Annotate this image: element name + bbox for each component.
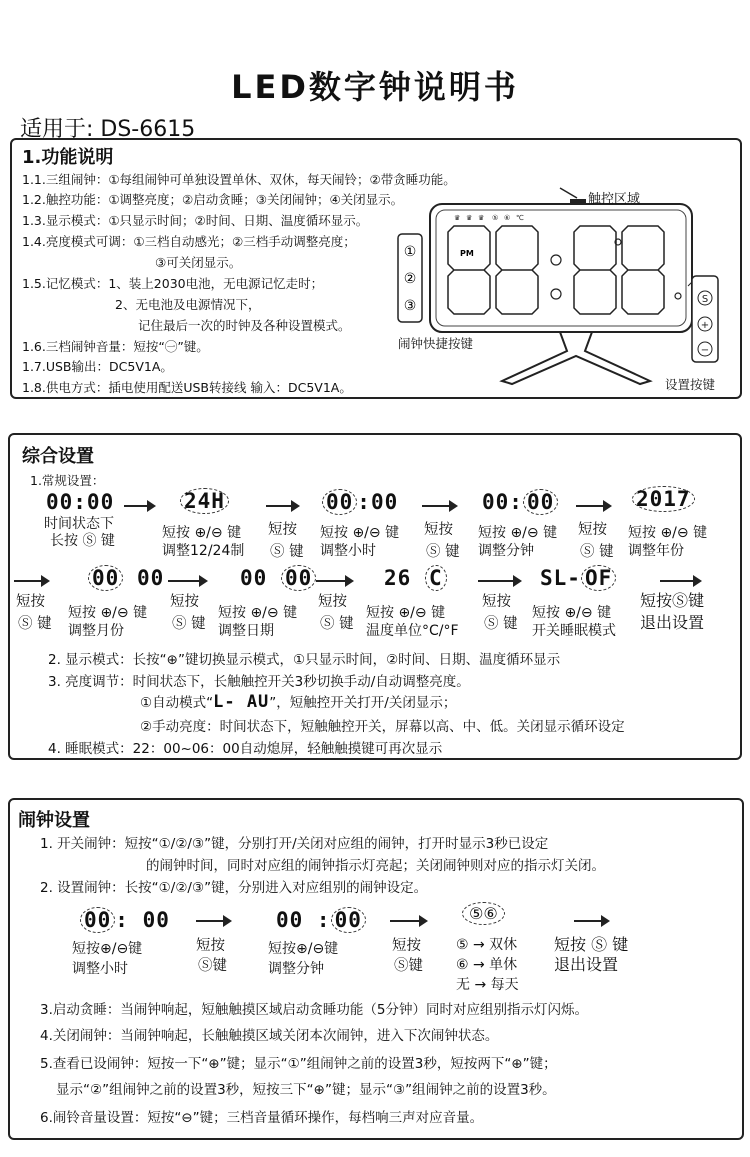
alarm-key-2: ② xyxy=(403,271,417,287)
display-hour xyxy=(322,490,398,514)
blink-part: 00 xyxy=(281,565,316,591)
note: 短按 xyxy=(318,594,347,610)
blink-part: 00 xyxy=(88,565,123,591)
setting-key-minus: − xyxy=(700,345,710,356)
alarm-keys-label: 闹钟快捷按键 xyxy=(398,336,474,351)
note: 短按 ⊕/⊖ 键 xyxy=(366,605,446,621)
func-line: 1.2.触控功能：①调整亮度；②启动贪睡；③关闭闹钟；④关闭显示。 xyxy=(22,192,404,207)
alarm-indicator: ♛ xyxy=(454,214,461,222)
alarm-line5b: 显示“②”组闹钟之前的设置3秒，短按三下“⊕”键；显示“③”组闹钟之前的设置3秒。 xyxy=(56,1082,556,1098)
note: 调整分钟 xyxy=(268,961,324,977)
arrow-icon xyxy=(390,920,426,922)
note: 短按 xyxy=(196,938,225,954)
note: Ⓢ 键 xyxy=(484,616,518,632)
note: 短按 xyxy=(392,938,421,954)
setting-key-s: S xyxy=(701,294,709,305)
func-line: 1.1.三组闹钟：①每组闹钟可单独设置单休、双休，每天闹铃；②带贪睡功能。 xyxy=(22,172,456,187)
display-month xyxy=(88,566,164,590)
func-line: 1.3.显示模式：①只显示时间；②时间、日期、温度循环显示。 xyxy=(22,213,369,228)
general-heading: 综合设置 xyxy=(22,446,94,467)
pm-indicator: PM xyxy=(460,249,474,258)
func-line: ③可关闭显示。 xyxy=(155,255,242,270)
note: 短按 xyxy=(578,522,607,538)
touch-area xyxy=(570,199,586,205)
note: 短按 ⊕/⊖ 键 xyxy=(628,525,708,541)
touch-area-label: 触控区域 xyxy=(588,192,641,207)
note: 短按 ⊕/⊖ 键 xyxy=(532,605,612,621)
setting-keys-label: 设置按键 xyxy=(665,377,716,392)
display-minute xyxy=(482,490,558,514)
note: 短按 ⊕/⊖ 键 xyxy=(68,605,148,621)
static-part: 00 xyxy=(240,566,281,590)
display-time: 00:00 xyxy=(46,490,115,514)
func-line: 1.6.三档闹钟音量：短按“㊀”键。 xyxy=(22,339,209,354)
note: 调整年份 xyxy=(628,543,684,559)
note: 调整小时 xyxy=(72,961,128,977)
arrow-icon xyxy=(478,580,520,582)
alarm-heading: 闹钟设置 xyxy=(18,810,90,831)
general-line3b: ②手动亮度：时间状态下，短触触控开关，屏幕以高、中、低。关闭显示循环设定 xyxy=(140,719,625,735)
alarm-line6: 6.闹铃音量设置：短按“⊖”键；三档音量循环操作，每档响三声对应音量。 xyxy=(40,1110,484,1126)
arrow-icon xyxy=(422,505,456,507)
function-heading: 1.功能说明 xyxy=(22,147,114,168)
func-line: 1.5.记忆模式：1、装上2030电池，无电源记忆走时； xyxy=(22,276,324,291)
alarm-display-minute xyxy=(276,908,366,932)
arrow-icon xyxy=(266,505,298,507)
display-year: 2017 xyxy=(632,486,695,512)
alarm-indicator: ⑤ xyxy=(492,214,499,222)
blink-part: 00 xyxy=(523,489,558,515)
alarm-display-hour xyxy=(80,908,170,932)
alarm-key-1: ① xyxy=(403,244,417,260)
display-temp xyxy=(384,566,447,590)
display-sleep xyxy=(540,566,616,590)
alarm-line5a: 5.查看已设闹钟：短按一下“⊕”键；显示“①”组闹钟之前的设置3秒，短按两下“⊕”键； xyxy=(40,1056,557,1072)
arrow-icon xyxy=(574,920,608,922)
note: 开关睡眠模式 xyxy=(532,623,616,639)
clock-stand xyxy=(502,332,650,384)
note: 调整日期 xyxy=(218,623,274,639)
note: 短按Ⓢ键 xyxy=(640,591,705,610)
note: 调整分钟 xyxy=(478,543,534,559)
note: 短按 ⊕/⊖ 键 xyxy=(162,525,242,541)
note: 调整12/24制 xyxy=(162,543,245,559)
general-sub1: 1.常规设置： xyxy=(30,473,105,488)
arrow-icon xyxy=(14,580,48,582)
func-line: 1.8.供电方式：插电使用配送USB转接线 输入：DC5V1A。 xyxy=(22,380,352,395)
general-line3a xyxy=(140,691,456,712)
arrow-icon xyxy=(124,505,154,507)
option: ⑤ → 双休 xyxy=(456,937,518,953)
note: 短按 xyxy=(268,522,297,538)
note: 调整月份 xyxy=(68,623,124,639)
note: Ⓢ键 xyxy=(198,958,227,974)
alarm-key-3: ③ xyxy=(403,298,417,314)
note: 调整小时 xyxy=(320,543,376,559)
alarm-line2: 2. 设置闹钟：长按“①/②/③”键，分别进入对应组别的闹钟设定。 xyxy=(40,880,428,896)
note: 短按 ⊕/⊖ 键 xyxy=(218,605,298,621)
display-day xyxy=(240,566,316,590)
alarm-indicator: ♛ xyxy=(466,214,473,222)
static-part: :00 xyxy=(357,490,399,514)
note: Ⓢ键 xyxy=(394,958,423,974)
general-line4: 4. 睡眠模式：22：00~06：00自动熄屏，轻触触摸键可再次显示 xyxy=(48,741,443,757)
func-line: 记住最后一次的时钟及各种设置模式。 xyxy=(138,318,351,333)
static-part: 00 : xyxy=(276,908,331,932)
note: 短按 xyxy=(16,594,45,610)
blink-part: 00 xyxy=(80,907,115,933)
static-part: 26 xyxy=(384,566,412,590)
func-line: 2、无电池及电源情况下， xyxy=(115,297,261,312)
option: ⑥ → 单休 xyxy=(456,957,518,973)
arrow-icon xyxy=(316,580,352,582)
setting-key-plus: + xyxy=(700,320,710,331)
note: 退出设置 xyxy=(554,955,619,974)
note: Ⓢ 键 xyxy=(18,616,52,632)
arrow-icon xyxy=(576,505,610,507)
arrow-icon xyxy=(660,580,700,582)
alarm-indicator: ♛ xyxy=(478,214,485,222)
func-line: 1.4.亮度模式可调：①三档自动感光；②三档手动调整亮度； xyxy=(22,234,356,249)
note: 温度单位°C/°F xyxy=(366,623,459,639)
note: 短按⊕/⊖键 xyxy=(268,941,339,957)
text: ”，短触控开关打开/关闭显示； xyxy=(269,695,457,711)
note: Ⓢ 键 xyxy=(270,544,304,560)
note: 长按 Ⓢ 键 xyxy=(50,533,115,549)
alarm-line1a: 1. 开关闹钟：短按“①/②/③”键，分别打开/关闭对应组的闹钟，打开时显示3秒已设定 xyxy=(40,836,549,852)
note: 短按 Ⓢ 键 xyxy=(554,935,629,954)
blink-part: C xyxy=(425,565,447,591)
arrow-icon xyxy=(168,580,206,582)
alarm-indicator: ⑥ xyxy=(504,214,511,222)
text: ①自动模式“ xyxy=(140,695,214,711)
static-part: : 00 xyxy=(115,908,170,932)
day-mode-display: ⑤⑥ xyxy=(462,902,505,925)
alarm-line1b: 的闹钟时间，同时对应组的闹钟指示灯亮起；关闭闹钟则对应的指示灯关闭。 xyxy=(146,858,605,874)
static-part: SL- xyxy=(540,566,581,590)
note: 短按 xyxy=(424,522,453,538)
note: 短按 ⊕/⊖ 键 xyxy=(320,525,400,541)
general-line2: 2. 显示模式：长按“⊕”键切换显示模式，①只显示时间，②时间、日期、温度循环显示 xyxy=(48,652,561,668)
note: 短按 xyxy=(170,594,199,610)
func-line: 1.7.USB输出：DC5V1A。 xyxy=(22,359,173,374)
static-part: 00 xyxy=(123,566,165,590)
clock-illustration xyxy=(392,186,732,396)
alarm-line3: 3.启动贪睡：当闹钟响起，短触触摸区域启动贪睡功能（5分钟）同时对应组别指示灯闪烁。 xyxy=(40,1002,588,1018)
display-24h: 24H xyxy=(180,488,229,514)
general-line3: 3. 亮度调节：时间状态下，长触触控开关3秒切换手动/自动调整亮度。 xyxy=(48,674,470,690)
page-title: LED数字钟说明书 xyxy=(231,68,519,106)
blink-part: 00 xyxy=(322,489,357,515)
option: 无 → 每天 xyxy=(456,977,519,993)
model-label: 适用于: DS-6615 xyxy=(20,117,196,142)
arrow-icon xyxy=(196,920,230,922)
blink-part: OF xyxy=(581,565,616,591)
note: Ⓢ 键 xyxy=(320,616,354,632)
note: Ⓢ 键 xyxy=(426,544,460,560)
clock-body xyxy=(430,204,692,332)
note: 短按⊕/⊖键 xyxy=(72,941,143,957)
note: Ⓢ 键 xyxy=(580,544,614,560)
static-part: 00: xyxy=(482,490,523,514)
note: 退出设置 xyxy=(640,613,705,632)
note: 短按 xyxy=(482,594,511,610)
alarm-line4: 4.关闭闹钟：当闹钟响起，长触触摸区域关闭本次闹钟，进入下次闹钟状态。 xyxy=(40,1028,499,1044)
blink-part: 00 xyxy=(331,907,366,933)
alarm-indicator: ℃ xyxy=(516,214,524,222)
note: 短按 ⊕/⊖ 键 xyxy=(478,525,558,541)
note: 时间状态下 xyxy=(44,516,114,532)
note: Ⓢ 键 xyxy=(172,616,206,632)
auto-mode-code: L- AU xyxy=(213,692,270,712)
